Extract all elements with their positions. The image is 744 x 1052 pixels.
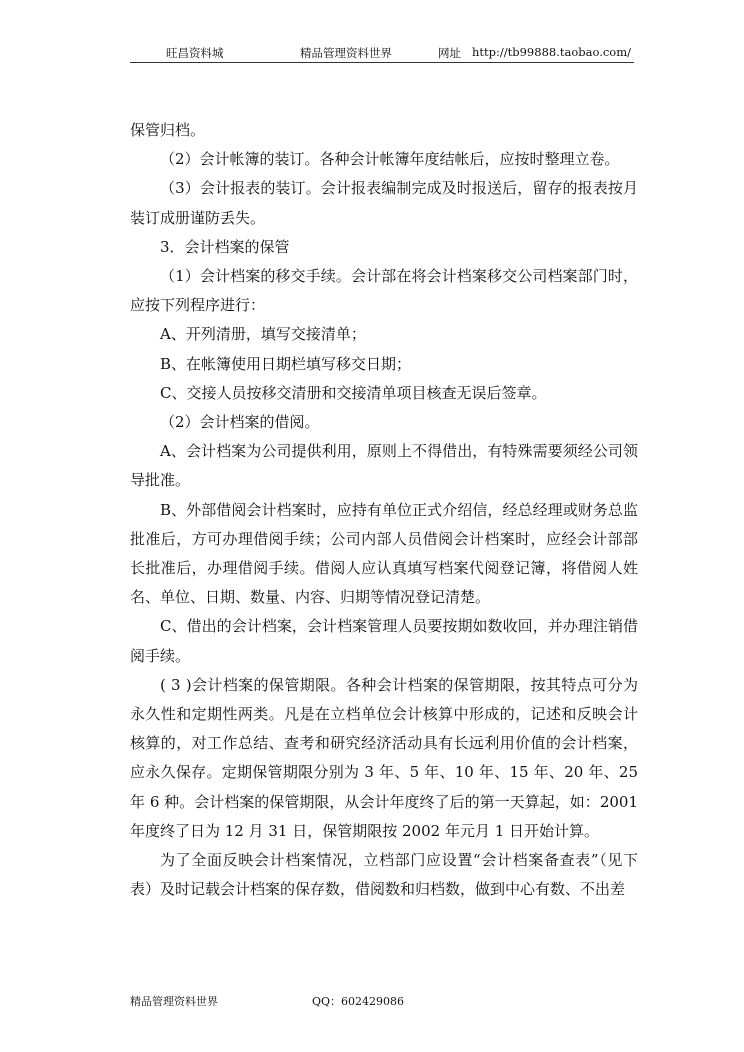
paragraph-borrowing: （2）会计档案的借阅。: [160, 413, 320, 432]
list-item-transfer-c: C、交接人员按移交清册和交接清单项目核查无误后签章。: [160, 383, 547, 402]
paragraph-ledger-binding: （2）会计帐簿的装订。各种会计帐簿年度结帐后，应按时整理立卷。: [160, 150, 620, 169]
footer-site-name: 精品管理资料世界: [130, 995, 218, 1008]
header-site-name: 精品管理资料世界: [300, 46, 392, 60]
header-store-name: 旺昌资料城: [166, 46, 224, 60]
list-item-borrowing-b: B、外部借阅会计档案时，应持有单位正式介绍信，经总经理或财务总监批准后，方可办理借阅手续；公司内部人员借阅会计档案时，应经会计部部长批准后，办理借阅手续。借阅人应认真填写档案代阅登记簿，将借阅人姓名、单位、日期、数量、内容、归期等情况登记清楚。: [130, 500, 638, 607]
list-item-borrowing-c: C、借出的会计档案，会计档案管理人员要按期如数收回，并办理注销借阅手续。: [130, 617, 638, 665]
list-item-transfer-a: A、开列清册，填写交接清单；: [160, 325, 366, 344]
page-header: [130, 44, 634, 63]
list-item-transfer-b: B、在帐簿使用日期栏填写移交日期；: [160, 354, 412, 373]
paragraph-record-table: 为了全面反映会计档案情况，立档部门应设置“会计档案备查表”（见下表）及时记载会计档案的保存数，借阅数和归档数，做到中心有数、不出差: [130, 851, 638, 899]
footer-qq: QQ：602429086: [312, 995, 405, 1008]
list-item-borrowing-a: A、会计档案为公司提供利用，原则上不得借出，有特殊需要须经公司领导批准。: [130, 442, 638, 490]
paragraph-transfer-procedure: （1）会计档案的移交手续。会计部在将会计档案移交公司档案部门时，应按下列程序进行：: [130, 267, 638, 315]
document-body: [130, 116, 638, 904]
paragraph-archive-continued: 保管归档。: [130, 121, 206, 139]
page-footer: [130, 993, 610, 1009]
section-heading-archive-storage: 3．会计档案的保管: [160, 237, 290, 256]
header-url-label: 网址: [438, 46, 461, 60]
paragraph-report-binding: （3）会计报表的装订。会计报表编制完成及时报送后，留存的报表按月装订成册谨防丢失。: [130, 179, 638, 227]
paragraph-retention-period: ( 3 )会计档案的保管期限。各种会计档案的保管期限，按其特点可分为永久性和定期性两类。凡是在立档单位会计核算中形成的，记述和反映会计核算的，对工作总结、查考和研究经济活动具有长远利用价值的会计档案，应永久保存。定期保管期限分别为 3 年、5 年、10 年、15 年、20 年、25 年 6 种。会计档案的保管期限，从会计年度终了后的第一天算起，如：2001 年度终了日为 12 月 31 日，保管期限按 2002 年元月 1 日开始计算。: [130, 675, 638, 840]
header-url: http://tb99888.taobao.com/: [472, 45, 631, 59]
